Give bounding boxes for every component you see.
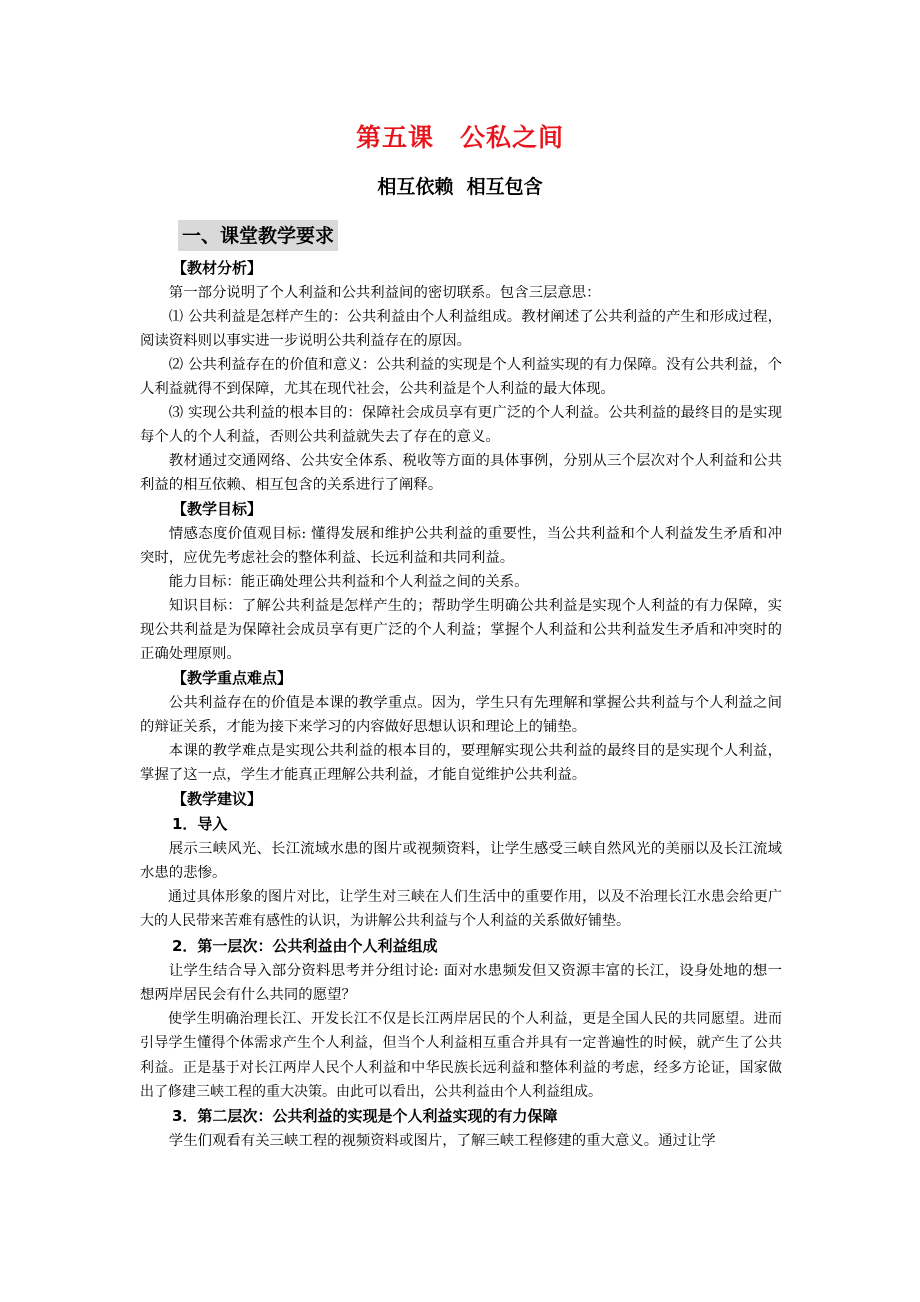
document-body xyxy=(140,256,782,1153)
paragraph: 知识目标：了解公共利益是怎样产生的；帮助学生明确公共利益是实现个人利益的有力保障，实现公共利益是为保障社会成员享有更广泛的个人利益；掌握个人利益和公共利益发生矛盾和冲突时的正确处理原则。 xyxy=(140,598,782,662)
paragraph: 展示三峡风光、长江流域水患的图片或视频资料，让学生感受三峡自然风光的美丽以及长江流域水患的悲惨。 xyxy=(140,841,782,881)
lesson-title: 第五课 公私之间 xyxy=(355,123,564,152)
subheading-level-one: 2．第一层次：公共利益由个人利益组成 xyxy=(172,936,438,955)
paragraph: ⑵ 公共利益存在的价值和意义：公共利益的实现是个人利益实现的有力保障。没有公共利益，个人利益就得不到保障，尤其在现代社会，公共利益是个人利益的最大体现。 xyxy=(140,357,782,397)
paragraph: 学生们观看有关三峡工程的视频资料或图片，了解三峡工程修建的重大意义。通过让学 xyxy=(168,1133,716,1150)
paragraph: 公共利益存在的价值是本课的教学重点。因为，学生只有先理解和掌握公共利益与个人利益之间的辩证关系，才能为接下来学习的内容做好思想认识和理论上的铺垫。 xyxy=(140,695,782,735)
heading-teaching-suggestions: 【教学建议】 xyxy=(172,790,263,808)
heading-teaching-goals: 【教学目标】 xyxy=(172,500,263,518)
heading-textbook-analysis: 【教材分析】 xyxy=(172,259,263,277)
heading-key-points: 【教学重点难点】 xyxy=(172,669,293,687)
paragraph: 情感态度价值观目标: 懂得发展和维护公共利益的重要性，当公共利益和个人利益发生矛盾和冲突时，应优先考虑社会的整体利益、长远利益和共同利益。 xyxy=(140,526,782,566)
subheading-level-two: 3．第二层次：公共利益的实现是个人利益实现的有力保障 xyxy=(172,1107,558,1126)
lesson-subtitle: 相互依赖 相互包含 xyxy=(377,176,543,198)
paragraph: ⑴ 公共利益是怎样产生的：公共利益由个人利益组成。教材阐述了公共利益的产生和形成过程，阅读资料则以事实进一步说明公共利益存在的原因。 xyxy=(140,309,782,349)
paragraph: 第一部分说明了个人利益和公共利益间的密切联系。包含三层意思： xyxy=(168,285,601,301)
subheading-intro: 1．导入 xyxy=(172,815,228,833)
paragraph: ⑶ 实现公共利益的根本目的：保障社会成员享有更广泛的个人利益。公共利益的最终目的是实现每个人的个人利益，否则公共利益就失去了存在的意义。 xyxy=(140,405,782,445)
paragraph: 使学生明确治理长江、开发长江不仅是长江两岸居民的个人利益，更是全国人民的共同愿望。进而引导学生懂得个体需求产生个人利益，但当个人利益相互重合并具有一定普遍性的时候，就产生了公共利益。正是基于对长江两岸人民个人利益和中华民族长远利益和整体利益的考虑，经多方论证，国家做出了修建三峡工程的重大决策。由此可以看出，公共利益由个人利益组成。 xyxy=(140,1010,782,1101)
paragraph: 通过具体形象的图片对比，让学生对三峡在人们生活中的重要作用，以及不治理长江水患会给更广大的人民带来苦难有感性的认识，为讲解公共利益与个人利益的关系做好铺垫。 xyxy=(140,889,782,930)
paragraph: 让学生结合导入部分资料思考并分组讨论: 面对水患频发但又资源丰富的长江，设身处地的想一想两岸居民会有什么共同的愿望？ xyxy=(140,962,782,1003)
paragraph: 能力目标：能正确处理公共利益和个人利益之间的关系。 xyxy=(168,574,529,590)
paragraph: 本课的教学难点是实现公共利益的根本目的，要理解实现公共利益的最终目的是实现个人利益，掌握了这一点，学生才能真正理解公共利益，才能自觉维护公共利益。 xyxy=(140,743,782,783)
paragraph: 教材通过交通网络、公共安全体系、税收等方面的具体事例，分别从三个层次对个人利益和公共利益的相互依赖、相互包含的关系进行了阐释。 xyxy=(140,453,782,493)
section-heading: 一、课堂教学要求 xyxy=(178,220,338,251)
